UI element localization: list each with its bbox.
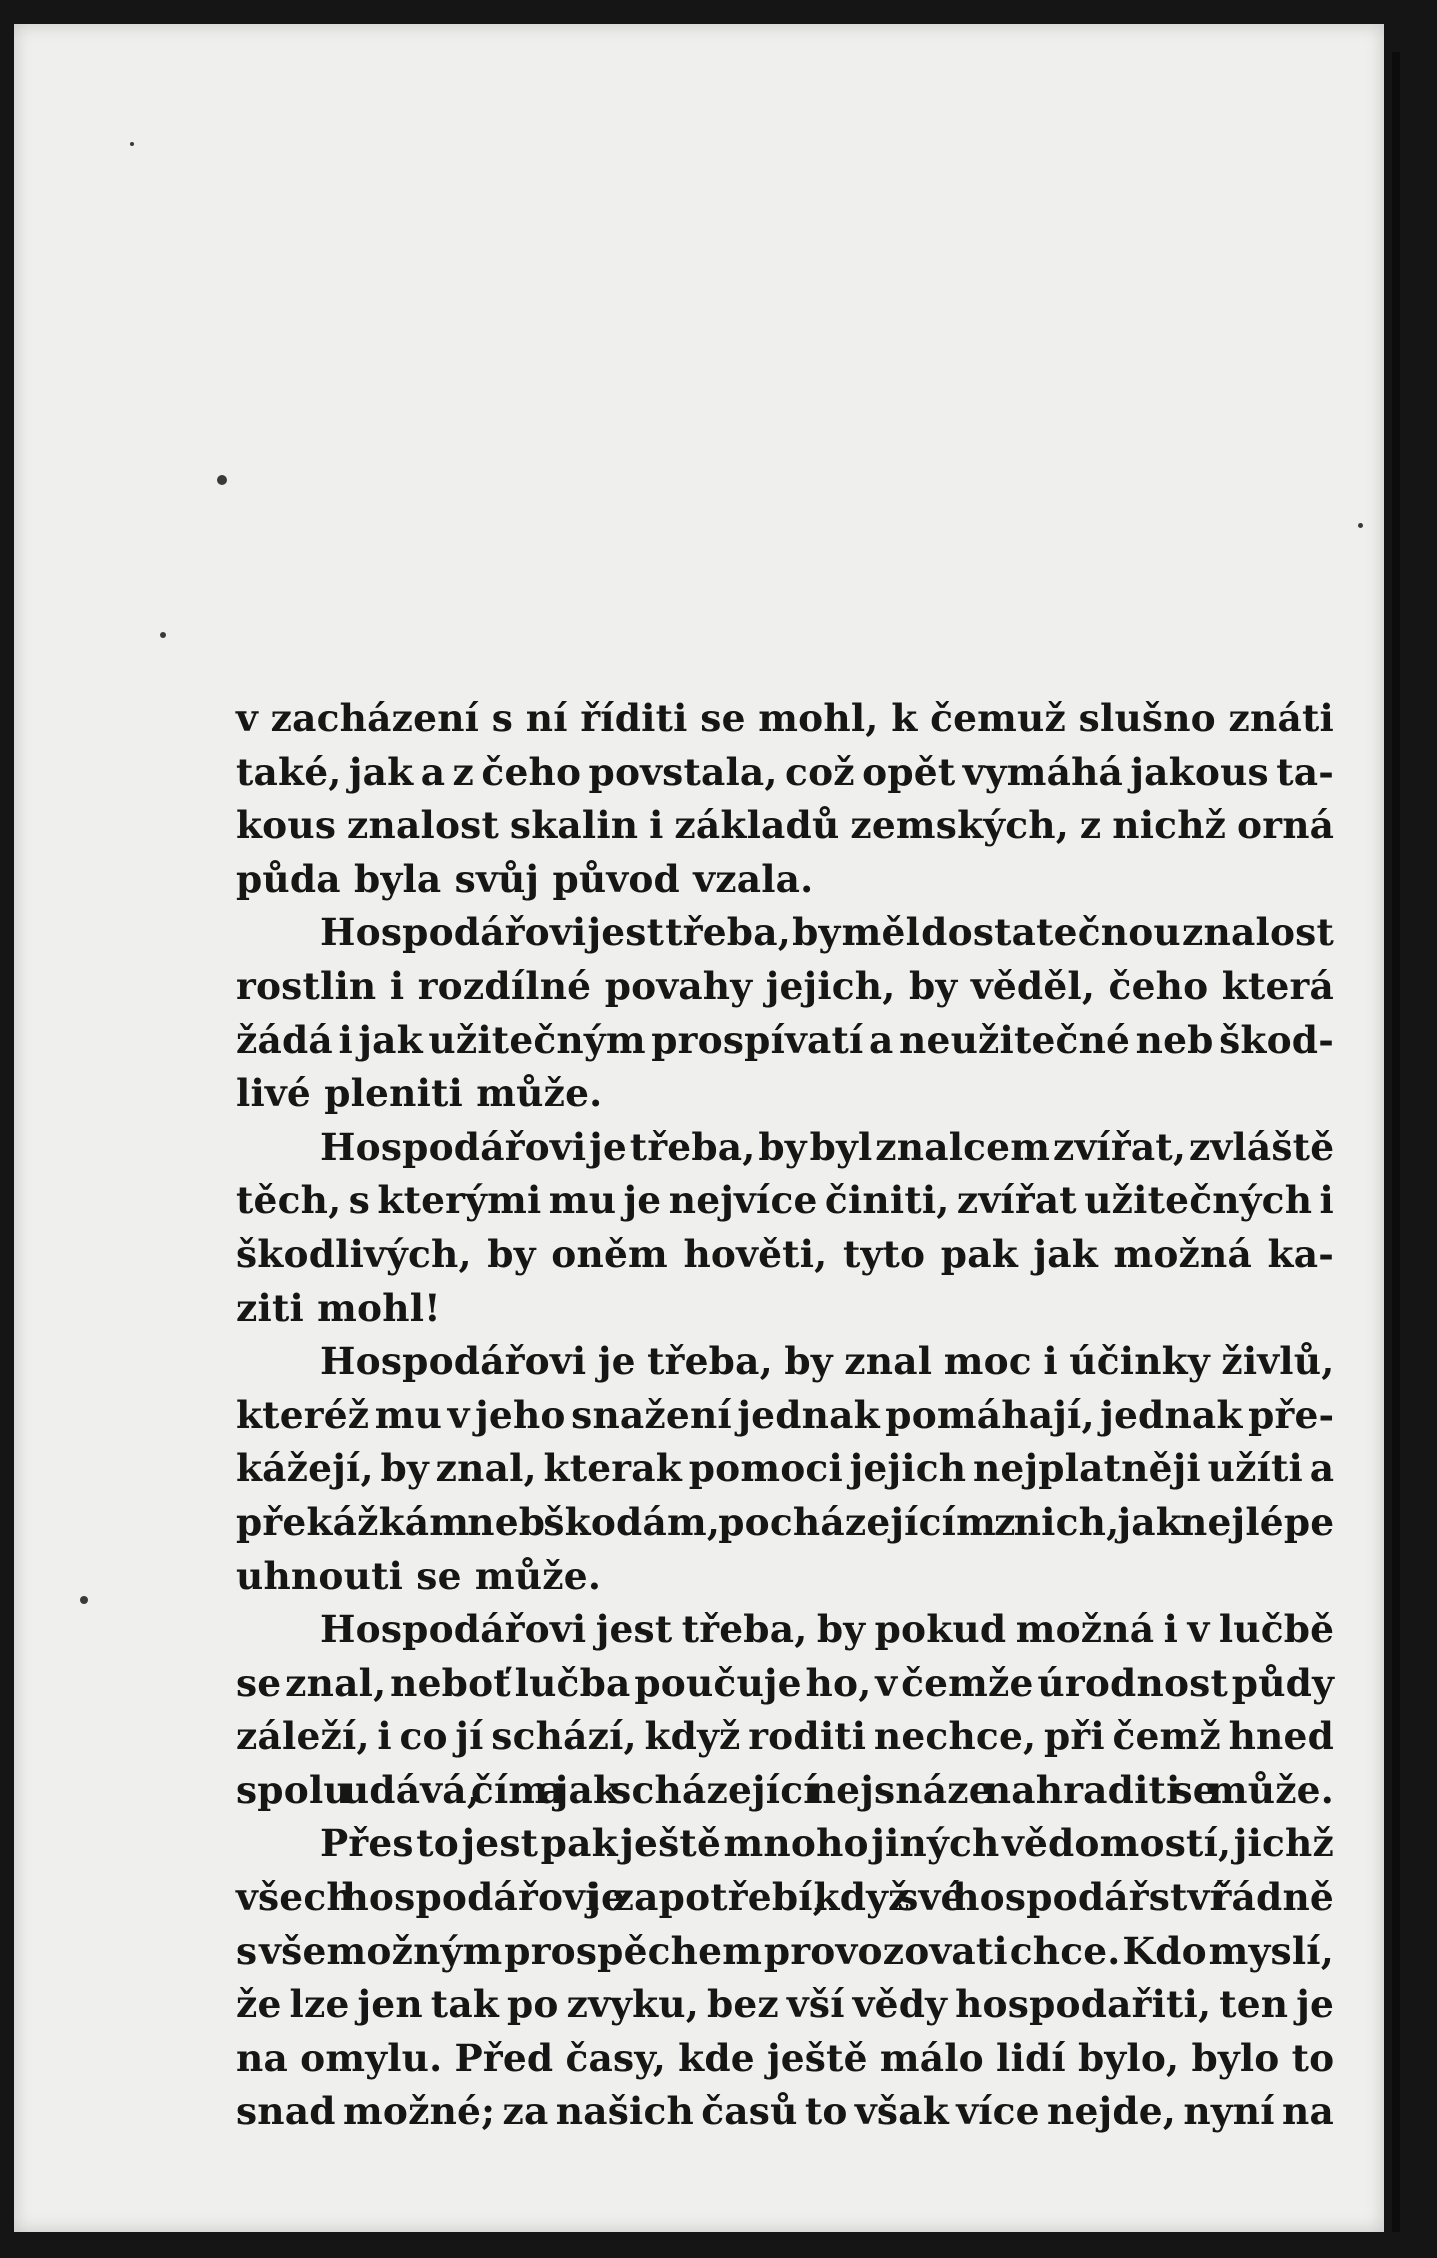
- text-line: uhnouti se může.: [236, 1553, 602, 1598]
- paragraph-first-line: Hospodářovi je třeba, by znal moc i účinky živlů,: [320, 1339, 1335, 1384]
- text-line: že lze jen tak po zvyku, bez vší vědy hospodařiti, ten je: [236, 1982, 1335, 2027]
- text-line: ziti mohl!: [236, 1285, 441, 1330]
- text-line: spolu udává, čím a jak scházející nejsnáze nahraditi se může.: [236, 1767, 1334, 1812]
- text-line: škodlivých, by oněm hověti, tyto pak jak možná ka-: [236, 1231, 1334, 1276]
- ink-speck: [80, 1596, 88, 1604]
- ink-speck: [217, 475, 227, 485]
- text-line: žádá i jak užitečným prospívatí a neužitečné neb škod-: [236, 1017, 1334, 1062]
- paragraph-first-line: Hospodářovi jest třeba, by měl dostatečnou znalost: [320, 910, 1334, 955]
- text-line: překážkám neb škodám, pocházejícím z nich, jak nejlépe: [236, 1499, 1335, 1544]
- text-line: s všemožným prospěchem provozovati chce. Kdo myslí,: [236, 1928, 1334, 1973]
- body-text: [236, 692, 1334, 2139]
- paragraph-first-line: Hospodářovi jest třeba, by pokud možná i v lučbě: [320, 1607, 1335, 1652]
- text-line: se znal, neboť lučba poučuje ho, v čemže úrodnost půdy: [236, 1660, 1335, 1705]
- page-gutter-edge: [1392, 52, 1400, 2232]
- text-line: půda byla svůj původ vzala.: [236, 856, 814, 901]
- paragraph-first-line: Hospodářovi je třeba, by byl znalcem zvířat, zvláště: [320, 1124, 1335, 1169]
- text-line: rostlin i rozdílné povahy jejich, by věděl, čeho která: [236, 963, 1334, 1008]
- text-line: kteréž mu v jeho snažení jednak pomáhají, jednak pře-: [236, 1392, 1335, 1437]
- ink-speck: [1358, 523, 1363, 528]
- ink-speck: [130, 142, 134, 146]
- text-line: na omylu. Před časy, kde ještě málo lidí bylo, bylo to: [236, 2035, 1335, 2080]
- text-line: v zacházení s ní říditi se mohl, k čemuž slušno znáti: [236, 696, 1334, 740]
- text-line: všech hospodářovi je zapotřebí, když své hospodářství řádně: [236, 1875, 1334, 1920]
- text-line: záleží, i co jí schází, když roditi nechce, při čemž hned: [236, 1714, 1334, 1759]
- text-line: kážejí, by znal, kterak pomoci jejich nejplatněji užíti a: [236, 1446, 1335, 1491]
- text-line: livé pleniti může.: [236, 1071, 603, 1116]
- text-line: kous znalost skalin i základů zemských, z nichž orná: [236, 803, 1335, 848]
- ink-speck: [160, 632, 166, 638]
- text-line: těch, s kterými mu je nejvíce činiti, zvířat užitečných i: [236, 1178, 1334, 1223]
- text-line: také, jak a z čeho povstala, což opět vymáhá jakous ta-: [236, 749, 1334, 794]
- text-line: snad možné; za našich časů to však více nejde, nyní na: [236, 2089, 1334, 2134]
- paragraph-first-line: Přes to jest pak ještě mnoho jiných vědomostí, jichž: [320, 1821, 1334, 1866]
